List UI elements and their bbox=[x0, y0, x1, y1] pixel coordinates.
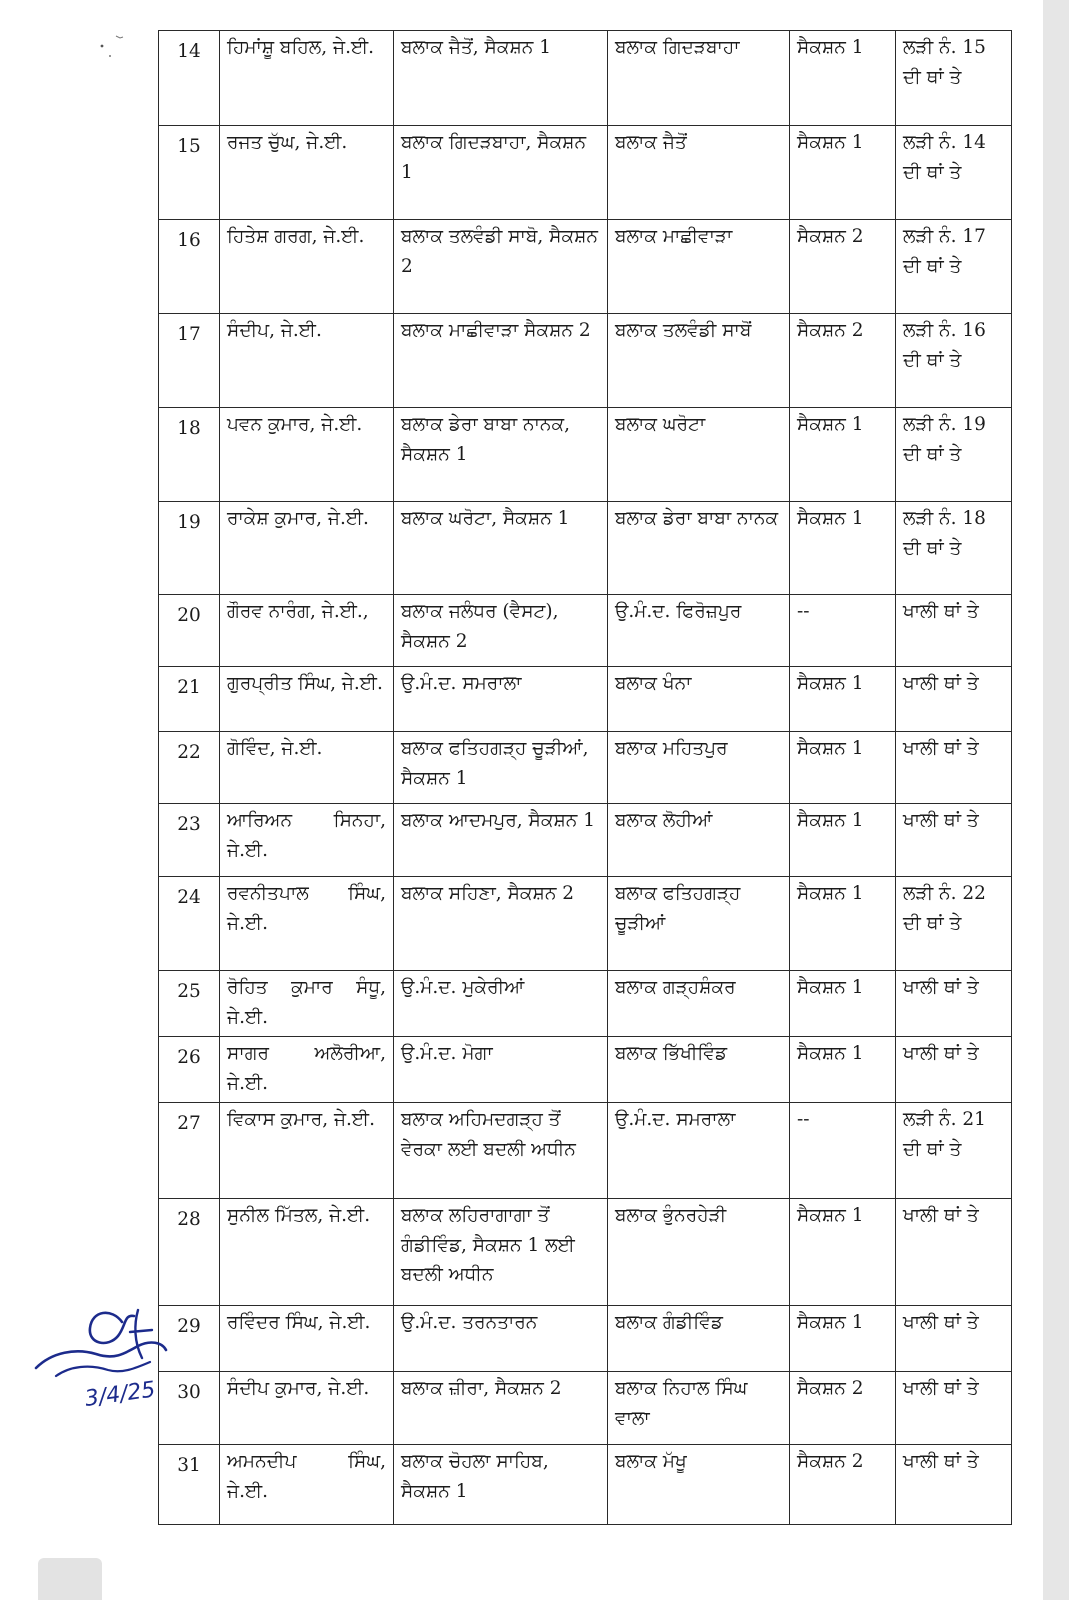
cell-remark: ਖਾਲੀ ਥਾਂ ਤੇ bbox=[896, 971, 1012, 1037]
cell-section: ਸੈਕਸ਼ਨ 1 bbox=[790, 126, 896, 220]
cell-from-posting: ਬਲਾਕ ਜ਼ੀਰਾ, ਸੈਕਸ਼ਨ 2 bbox=[394, 1372, 608, 1445]
cell-section: -- bbox=[790, 1103, 896, 1199]
table-row bbox=[159, 1037, 1012, 1103]
cell-employee-name: ਸੰਦੀਪ, ਜੇ.ਈ. bbox=[220, 314, 394, 408]
cell-serial: 25 bbox=[159, 971, 220, 1037]
cell-serial: 16 bbox=[159, 220, 220, 314]
cell-to-posting: ਬਲਾਕ ਭਿੱਖੀਵਿੰਡ bbox=[608, 1037, 790, 1103]
cell-remark: ਖਾਲੀ ਥਾਂ ਤੇ bbox=[896, 732, 1012, 804]
cell-section: ਸੈਕਸ਼ਨ 1 bbox=[790, 971, 896, 1037]
cell-serial: 24 bbox=[159, 877, 220, 971]
cell-to-posting: ਬਲਾਕ ਭੁੰਨਰਹੇੜੀ bbox=[608, 1199, 790, 1306]
cell-to-posting: ਬਲਾਕ ਘਰੋਟਾ bbox=[608, 408, 790, 502]
cell-section: ਸੈਕਸ਼ਨ 1 bbox=[790, 31, 896, 126]
scan-corner-mark bbox=[38, 1558, 102, 1600]
cell-to-posting: ਬਲਾਕ ਲੋਹੀਆਂ bbox=[608, 804, 790, 877]
cell-remark: ਖਾਲੀ ਥਾਂ ਤੇ bbox=[896, 667, 1012, 732]
scan-edge bbox=[1043, 0, 1069, 1600]
cell-employee-name: ਰਜਤ ਚੁੱਘ, ਜੇ.ਈ. bbox=[220, 126, 394, 220]
cell-from-posting: ਬਲਾਕ ਅਹਿਮਦਗੜ੍ਹ ਤੋਂ ਵੇਰਕਾ ਲਈ ਬਦਲੀ ਅਧੀਨ bbox=[394, 1103, 608, 1199]
handwritten-signature bbox=[26, 1302, 176, 1422]
cell-employee-name: ਹਿਤੇਸ਼ ਗਰਗ, ਜੇ.ਈ. bbox=[220, 220, 394, 314]
cell-remark: ਖਾਲੀ ਥਾਂ ਤੇ bbox=[896, 595, 1012, 667]
cell-from-posting: ਬਲਾਕ ਚੋਹਲਾ ਸਾਹਿਬ, ਸੈਕਸ਼ਨ 1 bbox=[394, 1445, 608, 1525]
table-row bbox=[159, 220, 1012, 314]
cell-section: ਸੈਕਸ਼ਨ 2 bbox=[790, 1372, 896, 1445]
cell-employee-name: ਵਿਕਾਸ ਕੁਮਾਰ, ਜੇ.ਈ. bbox=[220, 1103, 394, 1199]
cell-employee-name: ਪਵਨ ਕੁਮਾਰ, ਜੇ.ਈ. bbox=[220, 408, 394, 502]
cell-from-posting: ਬਲਾਕ ਫਤਿਹਗੜ੍ਹ ਚੂੜੀਆਂ, ਸੈਕਸ਼ਨ 1 bbox=[394, 732, 608, 804]
cell-section: ਸੈਕਸ਼ਨ 1 bbox=[790, 667, 896, 732]
cell-to-posting: ਬਲਾਕ ਮੱਖੂ bbox=[608, 1445, 790, 1525]
table-row bbox=[159, 1199, 1012, 1306]
cell-from-posting: ਬਲਾਕ ਜੈਤੋਂ, ਸੈਕਸ਼ਨ 1 bbox=[394, 31, 608, 126]
cell-serial: 18 bbox=[159, 408, 220, 502]
cell-from-posting: ਉ.ਮੰ.ਦ. ਤਰਨਤਾਰਨ bbox=[394, 1306, 608, 1372]
cell-to-posting: ਬਲਾਕ ਗਿਦੜਬਾਹਾ bbox=[608, 31, 790, 126]
cell-remark: ਲੜੀ ਨੰ. 21 ਦੀ ਥਾਂ ਤੇ bbox=[896, 1103, 1012, 1199]
cell-to-posting: ਬਲਾਕ ਡੇਰਾ ਬਾਬਾ ਨਾਨਕ bbox=[608, 502, 790, 595]
cell-from-posting: ਬਲਾਕ ਆਦਮਪੁਰ, ਸੈਕਸ਼ਨ 1 bbox=[394, 804, 608, 877]
table-row bbox=[159, 126, 1012, 220]
cell-employee-name: ਰਾਕੇਸ਼ ਕੁਮਾਰ, ਜੇ.ਈ. bbox=[220, 502, 394, 595]
cell-serial: 27 bbox=[159, 1103, 220, 1199]
table-row bbox=[159, 804, 1012, 877]
cell-to-posting: ਬਲਾਕ ਮਹਿਤਪੁਰ bbox=[608, 732, 790, 804]
cell-employee-name: ਗੁਰਪ੍ਰੀਤ ਸਿੰਘ, ਜੇ.ਈ. bbox=[220, 667, 394, 732]
cell-from-posting: ਬਲਾਕ ਜਲੰਧਰ (ਵੈਸਟ), ਸੈਕਸ਼ਨ 2 bbox=[394, 595, 608, 667]
cell-serial: 20 bbox=[159, 595, 220, 667]
transfer-table bbox=[158, 30, 1012, 1525]
cell-to-posting: ਬਲਾਕ ਨਿਹਾਲ ਸਿੰਘ ਵਾਲਾ bbox=[608, 1372, 790, 1445]
cell-section: ਸੈਕਸ਼ਨ 1 bbox=[790, 732, 896, 804]
cell-serial: 31 bbox=[159, 1445, 220, 1525]
cell-employee-name: ਗੌਰਵ ਨਾਰੰਗ, ਜੇ.ਈ., bbox=[220, 595, 394, 667]
cell-section: ਸੈਕਸ਼ਨ 1 bbox=[790, 1199, 896, 1306]
cell-section: ਸੈਕਸ਼ਨ 1 bbox=[790, 877, 896, 971]
table-row bbox=[159, 1306, 1012, 1372]
table-row bbox=[159, 877, 1012, 971]
cell-to-posting: ਬਲਾਕ ਖੰਨਾ bbox=[608, 667, 790, 732]
cell-to-posting: ਬਲਾਕ ਫਤਿਹਗੜ੍ਹ ਚੂੜੀਆਂ bbox=[608, 877, 790, 971]
cell-serial: 28 bbox=[159, 1199, 220, 1306]
cell-to-posting: ਬਲਾਕ ਤਲਵੰਡੀ ਸਾਬੋਂ bbox=[608, 314, 790, 408]
table-row bbox=[159, 1372, 1012, 1445]
cell-remark: ਲੜੀ ਨੰ. 18 ਦੀ ਥਾਂ ਤੇ bbox=[896, 502, 1012, 595]
signature-date: 3/4/25 bbox=[83, 1377, 157, 1412]
cell-employee-name: ਹਿਮਾਂਸ਼ੂ ਬਹਿਲ, ਜੇ.ਈ. bbox=[220, 31, 394, 126]
cell-employee-name: ਸੁਨੀਲ ਮਿੱਤਲ, ਜੇ.ਈ. bbox=[220, 1199, 394, 1306]
cell-remark: ਖਾਲੀ ਥਾਂ ਤੇ bbox=[896, 1199, 1012, 1306]
cell-remark: ਲੜੀ ਨੰ. 16 ਦੀ ਥਾਂ ਤੇ bbox=[896, 314, 1012, 408]
cell-from-posting: ਬਲਾਕ ਸਹਿਣਾ, ਸੈਕਸ਼ਨ 2 bbox=[394, 877, 608, 971]
table-row bbox=[159, 667, 1012, 732]
cell-from-posting: ਉ.ਮੰ.ਦ. ਮੁਕੇਰੀਆਂ bbox=[394, 971, 608, 1037]
cell-employee-name: ਰੋਹਿਤ ਕੁਮਾਰ ਸੰਧੂ, ਜੇ.ਈ. bbox=[220, 971, 394, 1037]
table-row bbox=[159, 595, 1012, 667]
cell-employee-name: ਆਰਿਅਨ ਸਿਨਹਾ, ਜੇ.ਈ. bbox=[220, 804, 394, 877]
cell-serial: 19 bbox=[159, 502, 220, 595]
cell-section: ਸੈਕਸ਼ਨ 1 bbox=[790, 804, 896, 877]
cell-section: ਸੈਕਸ਼ਨ 1 bbox=[790, 1037, 896, 1103]
cell-remark: ਖਾਲੀ ਥਾਂ ਤੇ bbox=[896, 804, 1012, 877]
cell-serial: 29 bbox=[159, 1306, 220, 1372]
table-row bbox=[159, 408, 1012, 502]
cell-from-posting: ਬਲਾਕ ਘਰੋਟਾ, ਸੈਕਸ਼ਨ 1 bbox=[394, 502, 608, 595]
cell-employee-name: ਰਵਿੰਦਰ ਸਿੰਘ, ਜੇ.ਈ. bbox=[220, 1306, 394, 1372]
cell-employee-name: ਸੰਦੀਪ ਕੁਮਾਰ, ਜੇ.ਈ. bbox=[220, 1372, 394, 1445]
cell-remark: ਖਾਲੀ ਥਾਂ ਤੇ bbox=[896, 1372, 1012, 1445]
cell-section: ਸੈਕਸ਼ਨ 1 bbox=[790, 1306, 896, 1372]
cell-from-posting: ਉ.ਮੰ.ਦ. ਸਮਰਾਲਾ bbox=[394, 667, 608, 732]
cell-from-posting: ਉ.ਮੰ.ਦ. ਮੋਗਾ bbox=[394, 1037, 608, 1103]
cell-remark: ਲੜੀ ਨੰ. 15 ਦੀ ਥਾਂ ਤੇ bbox=[896, 31, 1012, 126]
cell-remark: ਖਾਲੀ ਥਾਂ ਤੇ bbox=[896, 1306, 1012, 1372]
cell-serial: 22 bbox=[159, 732, 220, 804]
cell-from-posting: ਬਲਾਕ ਡੇਰਾ ਬਾਬਾ ਨਾਨਕ, ਸੈਕਸ਼ਨ 1 bbox=[394, 408, 608, 502]
cell-employee-name: ਸਾਗਰ ਅਲੋਰੀਆ, ਜੇ.ਈ. bbox=[220, 1037, 394, 1103]
cell-serial: 14 bbox=[159, 31, 220, 126]
cell-from-posting: ਬਲਾਕ ਗਿਦੜਬਾਹਾ, ਸੈਕਸ਼ਨ 1 bbox=[394, 126, 608, 220]
cell-section: ਸੈਕਸ਼ਨ 2 bbox=[790, 1445, 896, 1525]
cell-to-posting: ਬਲਾਕ ਗੰਡੀਵਿੰਡ bbox=[608, 1306, 790, 1372]
cell-to-posting: ਬਲਾਕ ਗੜ੍ਹਸ਼ੰਕਰ bbox=[608, 971, 790, 1037]
cell-to-posting: ਬਲਾਕ ਮਾਛੀਵਾੜਾ bbox=[608, 220, 790, 314]
cell-to-posting: ਉ.ਮੰ.ਦ. ਫਿਰੋਜ਼ਪੁਰ bbox=[608, 595, 790, 667]
table-row bbox=[159, 1103, 1012, 1199]
cell-from-posting: ਬਲਾਕ ਮਾਛੀਵਾੜਾ ਸੈਕਸ਼ਨ 2 bbox=[394, 314, 608, 408]
scan-specks bbox=[98, 34, 138, 62]
cell-employee-name: ਅਮਨਦੀਪ ਸਿੰਘ, ਜੇ.ਈ. bbox=[220, 1445, 394, 1525]
cell-section: ਸੈਕਸ਼ਨ 1 bbox=[790, 408, 896, 502]
table-row bbox=[159, 732, 1012, 804]
table-row bbox=[159, 1445, 1012, 1525]
cell-section: ਸੈਕਸ਼ਨ 2 bbox=[790, 220, 896, 314]
cell-serial: 21 bbox=[159, 667, 220, 732]
cell-from-posting: ਬਲਾਕ ਲਹਿਰਾਗਾਗਾ ਤੋਂ ਗੰਡੀਵਿੰਡ, ਸੈਕਸ਼ਨ 1 ਲਈ ਬਦਲੀ ਅਧੀਨ bbox=[394, 1199, 608, 1306]
cell-remark: ਖਾਲੀ ਥਾਂ ਤੇ bbox=[896, 1445, 1012, 1525]
cell-serial: 17 bbox=[159, 314, 220, 408]
cell-serial: 26 bbox=[159, 1037, 220, 1103]
cell-serial: 30 bbox=[159, 1372, 220, 1445]
table-row bbox=[159, 31, 1012, 126]
cell-remark: ਲੜੀ ਨੰ. 14 ਦੀ ਥਾਂ ਤੇ bbox=[896, 126, 1012, 220]
cell-remark: ਲੜੀ ਨੰ. 17 ਦੀ ਥਾਂ ਤੇ bbox=[896, 220, 1012, 314]
cell-section: -- bbox=[790, 595, 896, 667]
cell-employee-name: ਗੋਵਿੰਦ, ਜੇ.ਈ. bbox=[220, 732, 394, 804]
cell-section: ਸੈਕਸ਼ਨ 1 bbox=[790, 502, 896, 595]
cell-to-posting: ਉ.ਮੰ.ਦ. ਸਮਰਾਲਾ bbox=[608, 1103, 790, 1199]
cell-remark: ਲੜੀ ਨੰ. 22 ਦੀ ਥਾਂ ਤੇ bbox=[896, 877, 1012, 971]
cell-serial: 15 bbox=[159, 126, 220, 220]
cell-serial: 23 bbox=[159, 804, 220, 877]
table-row bbox=[159, 502, 1012, 595]
cell-employee-name: ਰਵਨੀਤਪਾਲ ਸਿੰਘ, ਜੇ.ਈ. bbox=[220, 877, 394, 971]
table-row bbox=[159, 971, 1012, 1037]
cell-section: ਸੈਕਸ਼ਨ 2 bbox=[790, 314, 896, 408]
cell-from-posting: ਬਲਾਕ ਤਲਵੰਡੀ ਸਾਬੋ, ਸੈਕਸ਼ਨ 2 bbox=[394, 220, 608, 314]
table-body bbox=[159, 31, 1012, 1525]
cell-to-posting: ਬਲਾਕ ਜੈਤੋਂ bbox=[608, 126, 790, 220]
cell-remark: ਖਾਲੀ ਥਾਂ ਤੇ bbox=[896, 1037, 1012, 1103]
table-row bbox=[159, 314, 1012, 408]
cell-remark: ਲੜੀ ਨੰ. 19 ਦੀ ਥਾਂ ਤੇ bbox=[896, 408, 1012, 502]
